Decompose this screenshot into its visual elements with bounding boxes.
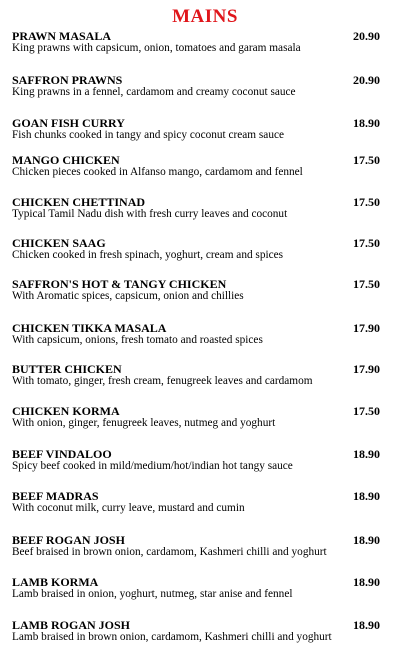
menu-item-name: CHICKEN TIKKA MASALA bbox=[12, 321, 167, 335]
menu-item-price: 20.90 bbox=[353, 73, 380, 87]
menu-item-name: BEEF ROGAN JOSH bbox=[12, 533, 125, 547]
menu-item-name: MANGO CHICKEN bbox=[12, 153, 120, 167]
menu-item-name: BUTTER CHICKEN bbox=[12, 362, 122, 376]
menu-item-price: 18.90 bbox=[353, 575, 380, 589]
menu-item-price: 17.50 bbox=[353, 404, 380, 418]
menu-item-description: Chicken pieces cooked in Alfanso mango, cardamom and fennel bbox=[12, 166, 303, 178]
menu-item-name: CHICKEN CHETTINAD bbox=[12, 195, 146, 209]
menu-item-price: 20.90 bbox=[353, 29, 380, 43]
menu-item-name: BEEF MADRAS bbox=[12, 489, 99, 503]
menu-item-description: With coconut milk, curry leave, mustard and cumin bbox=[12, 502, 245, 514]
menu-item-description: With tomato, ginger, fresh cream, fenugreek leaves and cardamom bbox=[12, 375, 313, 387]
menu-item-price: 17.90 bbox=[353, 321, 380, 335]
menu-item-name: CHICKEN SAAG bbox=[12, 236, 106, 250]
menu-item-name: PRAWN MASALA bbox=[12, 29, 111, 43]
menu-item-name: LAMB ROGAN JOSH bbox=[12, 618, 131, 632]
menu-item-name: SAFFRON'S HOT & TANGY CHICKEN bbox=[12, 277, 227, 291]
menu-item-name: BEEF VINDALOO bbox=[12, 447, 112, 461]
menu-item-price: 18.90 bbox=[353, 489, 380, 503]
menu-item-description: Spicy beef cooked in mild/medium/hot/indian hot tangy sauce bbox=[12, 460, 293, 472]
menu-item-price: 18.90 bbox=[353, 618, 380, 632]
menu-item-name: LAMB KORMA bbox=[12, 575, 99, 589]
menu-item-description: Typical Tamil Nadu dish with fresh curry leaves and coconut bbox=[12, 208, 288, 220]
menu-item-description: Lamb braised in brown onion, cardamom, Kashmeri chilli and yoghurt bbox=[12, 631, 332, 643]
menu-item-description: With Aromatic spices, capsicum, onion and chillies bbox=[12, 290, 244, 302]
menu-item-name: GOAN FISH CURRY bbox=[12, 116, 125, 130]
menu-item-description: With capsicum, onions, fresh tomato and roasted spices bbox=[12, 334, 263, 346]
menu-item-description: Chicken cooked in fresh spinach, yoghurt, cream and spices bbox=[12, 249, 284, 261]
menu-item-price: 17.90 bbox=[353, 362, 380, 376]
menu-item-price: 17.50 bbox=[353, 277, 380, 291]
page-title: MAINS bbox=[172, 6, 238, 27]
menu-item-price: 18.90 bbox=[353, 447, 380, 461]
menu-item-description: King prawns in a fennel, cardamom and creamy coconut sauce bbox=[12, 86, 296, 98]
menu-item-price: 18.90 bbox=[353, 116, 380, 130]
menu-item-description: King prawns with capsicum, onion, tomatoes and garam masala bbox=[12, 42, 301, 54]
menu-item-price: 17.50 bbox=[353, 195, 380, 209]
menu-item-price: 17.50 bbox=[353, 153, 380, 167]
menu-item-name: CHICKEN KORMA bbox=[12, 404, 120, 418]
menu-item-name: SAFFRON PRAWNS bbox=[12, 73, 123, 87]
menu-item-description: Lamb braised in onion, yoghurt, nutmeg, star anise and fennel bbox=[12, 588, 293, 600]
menu-item-description: Beef braised in brown onion, cardamom, Kashmeri chilli and yoghurt bbox=[12, 546, 327, 558]
menu-item-description: Fish chunks cooked in tangy and spicy coconut cream sauce bbox=[12, 129, 284, 141]
menu-item-price: 18.90 bbox=[353, 533, 380, 547]
menu-item-price: 17.50 bbox=[353, 236, 380, 250]
menu-item-description: With onion, ginger, fenugreek leaves, nutmeg and yoghurt bbox=[12, 417, 276, 429]
